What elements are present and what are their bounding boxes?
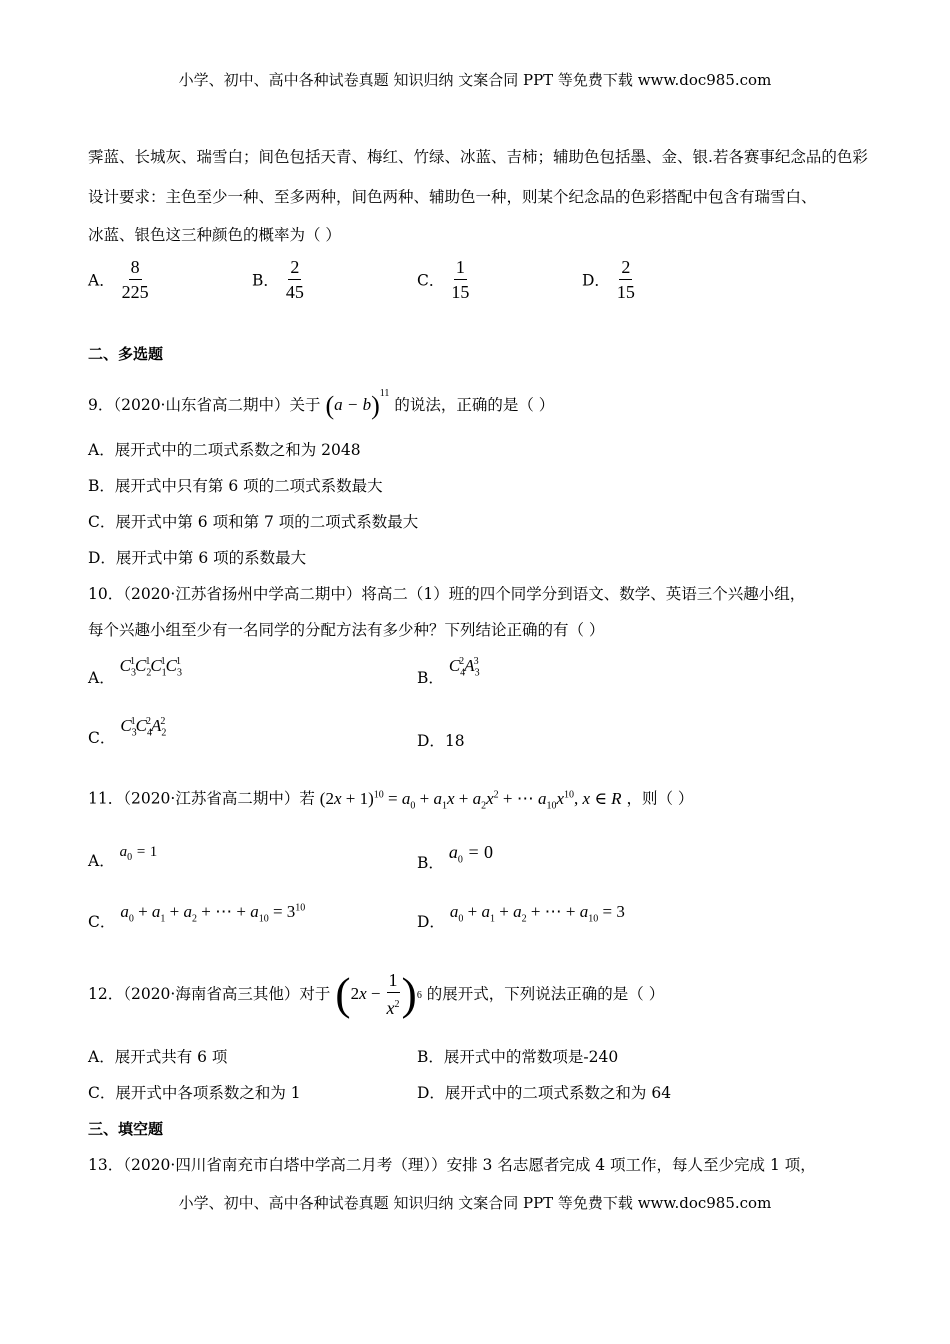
q8-option-d[interactable] [582, 256, 637, 303]
q11-option-d[interactable] [417, 902, 625, 932]
rhs: 3 [286, 902, 296, 921]
option-label: B． [417, 854, 444, 872]
q9-prefix: 9．（2020·山东省高二期中）关于 [88, 396, 321, 414]
q12-expression: ( 2x − $\frac{1}{x^2}$ ) 6 [335, 962, 422, 1026]
q11-option-b[interactable] [417, 842, 493, 873]
numerator: 1 [454, 256, 467, 280]
q9-option-c[interactable]: C．展开式中第 6 项和第 7 项的二项式系数最大 [88, 513, 419, 531]
rhs: 0 [483, 842, 493, 862]
q10-option-d[interactable] [417, 729, 465, 751]
option-label: B． [252, 271, 279, 290]
section-title-multiple-choice: 二、多选题 [88, 345, 164, 363]
q11-option-b-expression: $a_0 = 0$ [448, 842, 493, 866]
fraction [284, 256, 306, 303]
option-label: D． [582, 271, 610, 290]
fraction [615, 256, 637, 303]
rhs: 1 [149, 844, 158, 860]
q10-option-a-expression: $C_3^1C_2^1C_1^1C_3^1$ [119, 656, 183, 679]
page-header: 小学、初中、高中各种试卷真题 知识归纳 文案合同 PPT 等免费下载 www.doc985.com [178, 71, 772, 89]
numerator: 2 [288, 256, 301, 280]
q11-option-a-expression: $a_0 = 1$ [119, 844, 158, 863]
option-label: B． [417, 669, 444, 687]
option-label: D． [417, 732, 445, 750]
q10-line-1: 10．（2020·江苏省扬州中学高二期中）将高二（1）班的四个同学分到语文、数学、英语三个兴趣小组， [88, 585, 806, 603]
q11-option-c[interactable] [88, 902, 305, 932]
q11-prefix: 11．（2020·江苏省高二期中）若 [88, 789, 315, 808]
denominator: 45 [285, 282, 304, 302]
q8-line-3: 冰蓝、银色这三种颜色的概率为（ ） [88, 226, 341, 244]
option-label: A． [88, 852, 115, 870]
denominator: 15 [616, 282, 635, 302]
q12-option-d[interactable]: D．展开式中的二项式系数之和为 64 [417, 1084, 672, 1102]
q12-option-b[interactable]: B．展开式中的常数项是-240 [417, 1048, 619, 1066]
q11-suffix: ，则（ ） [626, 789, 694, 808]
q8-option-a[interactable] [88, 256, 151, 303]
option-label: C． [88, 729, 116, 747]
numerator: 8 [129, 256, 142, 280]
q12-suffix: 的展开式，下列说法正确的是（ ） [426, 985, 665, 1003]
q9-option-b[interactable]: B．展开式中只有第 6 项的二项式系数最大 [88, 477, 383, 495]
q10-option-b-expression: $C_4^2A_3^3$ [448, 656, 480, 679]
rhs-exponent: 10 [295, 902, 306, 914]
option-label: C． [88, 913, 116, 931]
option-label: D． [417, 913, 445, 931]
q8-option-c[interactable] [417, 256, 471, 303]
fraction [120, 256, 151, 303]
q9-option-a[interactable]: A．展开式中的二项式系数之和为 2048 [88, 441, 361, 459]
section-title-fill-in: 三、填空题 [88, 1120, 164, 1138]
q10-option-a[interactable] [88, 656, 181, 688]
q9-exponent: 11 [379, 388, 390, 399]
q9-base: a − b [334, 395, 372, 414]
denominator: 15 [451, 282, 470, 302]
option-label: A． [88, 669, 115, 687]
q13-line-1: 13．（2020·四川省南充市白塔中学高二月考（理））安排 3 名志愿者完成 4 项工作，每人至少完成 1 项， [88, 1156, 816, 1174]
q8-option-b[interactable] [252, 256, 306, 303]
q9-stem [88, 384, 555, 421]
q12-prefix: 12．（2020·海南省高三其他）对于 [88, 985, 331, 1003]
q11-option-d-expression: $a_0 + a_1 + a_2$ + ⋯ + $a_{10} = 3$ [449, 902, 625, 925]
q11-stem [88, 785, 693, 816]
q9-option-d[interactable]: D．展开式中第 6 项的系数最大 [88, 549, 307, 567]
denominator: 225 [121, 282, 149, 302]
fraction [449, 256, 471, 303]
q11-option-c-expression: $a_0 + a_1 + a_2$ + ⋯ + $a_{10} = 3^{10}$ [120, 902, 306, 925]
q8-line-1: 霁蓝、长城灰、瑞雪白；间色包括天青、梅红、竹绿、冰蓝、吉柿；辅助色包括墨、金、银.若各赛事纪念品的色彩 [88, 148, 868, 166]
option-label: C． [417, 271, 445, 290]
q9-suffix: 的说法，正确的是（ ） [394, 396, 555, 414]
q12-option-c[interactable]: C．展开式中各项系数之和为 1 [88, 1084, 301, 1102]
option-label: A． [88, 271, 115, 290]
q10-option-c[interactable] [88, 716, 165, 748]
q10-option-b[interactable] [417, 656, 479, 688]
q11-expression: $(2x + 1)^{10} = a_0 + a_1x + a_2x^2$ + ⋯ $a_{10}x^{10}$, x ∈ R [319, 788, 622, 812]
q12-stem [88, 962, 664, 1022]
q10-line-2: 每个兴趣小组至少有一名同学的分配方法有多少种？下列结论正确的有（ ） [88, 621, 605, 639]
rhs: 3 [616, 902, 625, 921]
q9-expression: $(a - b)^{11}$ [325, 388, 390, 421]
numerator: 2 [619, 256, 632, 280]
q10-option-c-expression: $C_3^1C_4^2A_2^2$ [120, 716, 167, 739]
option-text: 18 [444, 732, 465, 750]
q12-exponent: 6 [416, 990, 422, 1001]
page-footer: 小学、初中、高中各种试卷真题 知识归纳 文案合同 PPT 等免费下载 www.doc985.com [178, 1194, 772, 1212]
q12-option-a[interactable]: A．展开式共有 6 项 [88, 1048, 228, 1066]
q8-line-2: 设计要求：主色至少一种、至多两种，间色两种、辅助色一种，则某个纪念品的色彩搭配中包含有瑞雪白、 [88, 188, 817, 206]
q11-option-a[interactable] [88, 842, 157, 871]
